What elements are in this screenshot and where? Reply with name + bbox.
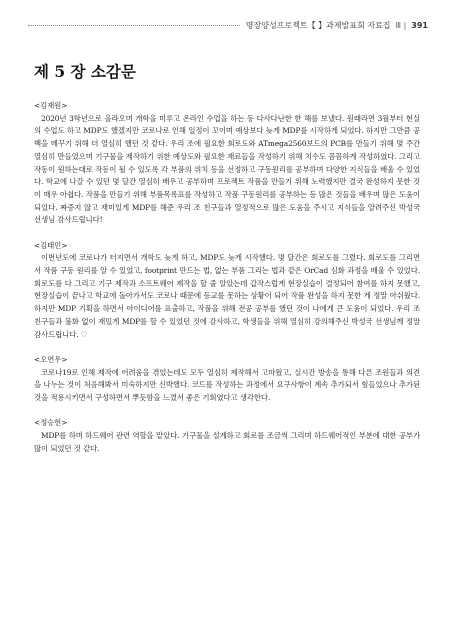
reflection-paragraph: 코로나19로 인해 제작에 어려움을 겪었는데도 모두 열심히 제작해서 고마웠고, 실시간 방송을 통해 다른 조원들과 의견을 나누는 것이 처음해봐서 미숙하지만 신박했다. 코드를 작성하는 과정에서 요구사항이 계속 추가되서 힘들었으나 추가된 것을 적용시키면서 구성하면서 뿌듯함을 느꼈서 좋은 기회였다고 생각한다.: [34, 367, 420, 402]
header-separator: Ⅲ |: [395, 20, 407, 30]
author-name: <김재원>: [34, 101, 68, 110]
reflection-section-kim-taemin: [34, 240, 420, 342]
reflection-paragraph: MDP를 하며 하드웨어 관련 역할을 맡았다. 기구물을 설계하고 회로를 조금씩 그리며 하드웨어적인 부분에 대한 공부가 많이 되었던 것 같다.: [34, 430, 420, 453]
header-dotted-rule: [28, 25, 240, 26]
page-header: [28, 18, 428, 32]
reflection-section-jeong-seungheon: [34, 417, 420, 455]
page-body: [34, 100, 420, 468]
reflection-section-oh-yeonwoo: [34, 354, 420, 405]
author-name: <오연우>: [34, 354, 68, 364]
reflection-paragraph: 2020년 3학년으로 올라오며 개학을 미루고 온라인 수업을 하는 등 다사다난한 한 해를 보냈다. 원래라면 3월부터 현실의 수업도 하고 MDP도 했겠지만 코로나로 인해 일정이 꼬이며 예상보다 늦게 MDP를 시작하게 되었다. 하지만 그만큼 공백을 메꾸기 위해 더 열심히 했던 것 같다. 우리 조에 필요한 회로도와 ATmega2560보드의 PCB를 만들기 위해 몇 주간 열심히 만들었으며 기구물을 제작하기 위한 예상도와 필요한 재료들을 작성하기 위해 치수도 꼼꼼하게 작성하였다. 그리고 작동이 원하는대로 작동이 될 수 있도록 각 부품의 위치 등을 선정하고 구동원리를 공부하며 다양한 지식들을 배울 수 있었다. 학교에 나갈 수 있던 몇 달간 열심히 배우고 공부하며 프로젝트 작품을 만들기 위해 노력했지만 결국 완성하지 못한 것이 매우 아쉽다. 작품을 만들기 위해 부품목록표를 작성하고 작품 구동원리를 공부하는 등 많은 것들을 배우며 많은 도움이 되었다. 짜증지 않고 재미있게 MDP를 해준 우리 조 친구들과 열정적으로 많은 도움을 주시고 지식들을 알려주신 박성국 선생님 감사드립니다!: [34, 113, 420, 225]
reflection-paragraph: 이번년도에 코로나가 터지면서 개학도 늦게 하고, MDP도 늦게 시작했다. 몇 달간은 회로도를 그렸다. 회로도를 그리면서 작품 구동 원리를 알 수 있었고, footprint 만드는 법, 없는 부품 그리는 법과 같은 OrCad 심화 과정을 배울 수 있었다. 회로도를 다 그리고 기구 제작과 소프트웨어 제작을 할 줄 알았는데 갑작스럽게 현장실습이 결정되어 참여를 하지 못했고, 현장실습이 끝나고 학교에 돌아가서도 코로나 때문에 등교를 못하는 상황이 되어 작품 완성을 하지 못한 게 정말 아쉬웠다. 하지만 MDP 기획을 하면서 아이디어를 표출하고, 작품을 위해 전공 공부를 했던 것이 나에게 큰 도움이 되었다. 우리 조 친구들과 불화 없이 재밌게 MDP를 할 수 있었던 것에 감사하고, 학생들을 위해 열심히 강의해주신 박성국 선생님께 정말 감사드립니다. ♡: [34, 253, 420, 339]
page-number: 391: [411, 20, 428, 30]
author-name: <정승헌>: [34, 418, 68, 428]
author-name: <김태민>: [34, 240, 68, 250]
running-title: 명장양성프로젝트【 】과제발표회 자료집: [245, 20, 391, 30]
reflection-section-kim-jaewon: [34, 100, 420, 227]
chapter-title: 제 5 장 소감문: [34, 62, 136, 81]
